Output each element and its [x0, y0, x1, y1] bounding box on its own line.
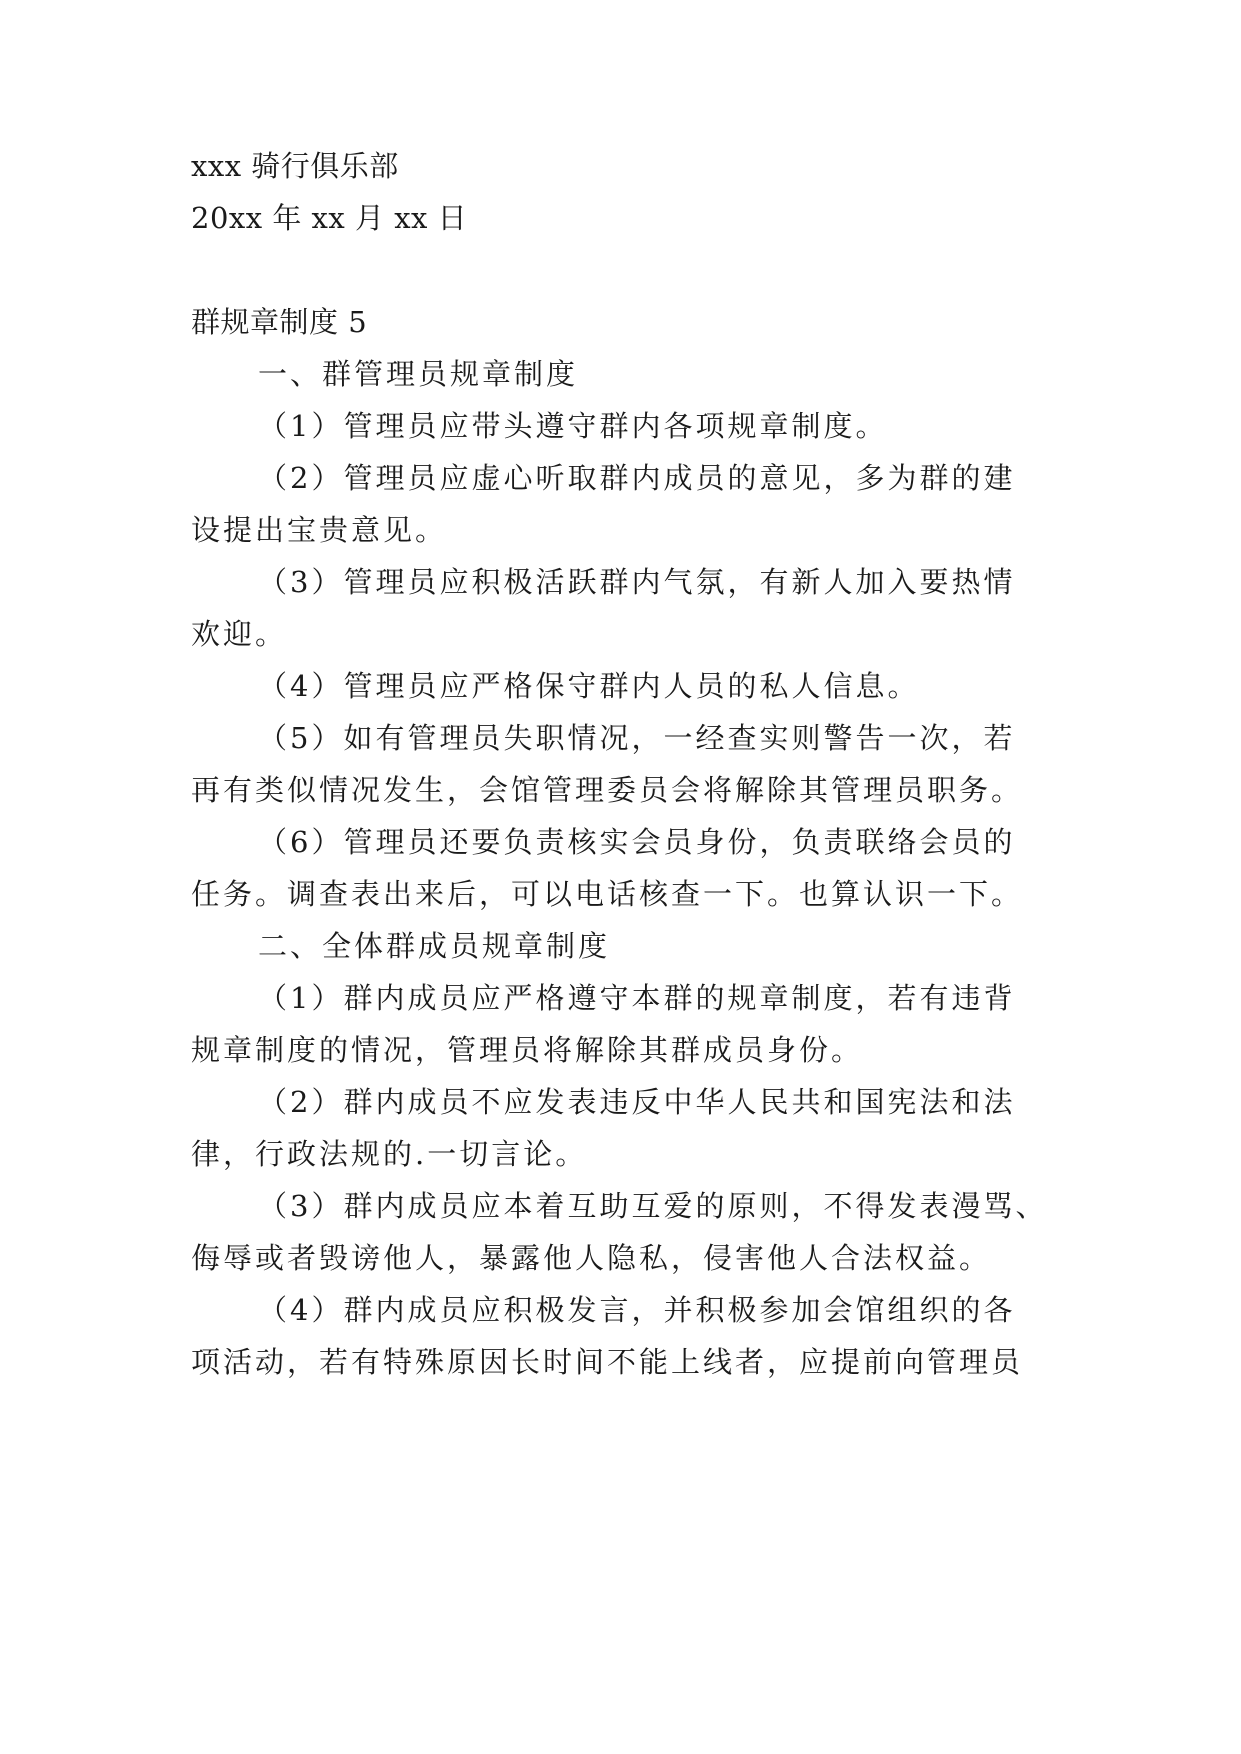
admin-rule-3-line-1: （3）管理员应积极活跃群内气氛，有新人加入要热情	[258, 565, 1016, 599]
admin-rule-6-line-1: （6）管理员还要负责核实会员身份，负责联络会员的	[258, 825, 1016, 859]
document-date: 20xx 年 xx 月 xx 日	[191, 201, 468, 235]
member-rule-3-line-1: （3）群内成员应本着互助互爱的原则，不得发表漫骂、	[258, 1189, 1048, 1223]
member-rule-1-line-1: （1）群内成员应严格遵守本群的规章制度，若有违背	[258, 981, 1016, 1015]
admin-rule-6-line-2: 任务。调查表出来后，可以电话核查一下。也算认识一下。	[191, 877, 1024, 911]
member-rule-1-line-2: 规章制度的情况，管理员将解除其群成员身份。	[191, 1033, 864, 1067]
admin-rule-2-line-2: 设提出宝贵意见。	[191, 513, 448, 547]
admin-rule-4: （4）管理员应严格保守群内人员的私人信息。	[258, 669, 920, 703]
member-rule-4-line-1: （4）群内成员应积极发言，并积极参加会馆组织的各	[258, 1293, 1016, 1327]
admin-rule-3-line-2: 欢迎。	[191, 617, 288, 651]
member-rule-4-line-2: 项活动，若有特殊原因长时间不能上线者，应提前向管理员	[191, 1345, 1024, 1379]
admin-rule-5-line-1: （5）如有管理员失职情况，一经查实则警告一次，若	[258, 721, 1016, 755]
document-title: 群规章制度 5	[191, 305, 368, 339]
member-rule-2-line-2: 律，行政法规的.一切言论。	[191, 1137, 588, 1171]
admin-rule-2-line-1: （2）管理员应虚心听取群内成员的意见，多为群的建	[258, 461, 1016, 495]
section-heading-admin: 一、群管理员规章制度	[258, 357, 579, 391]
admin-rule-5-line-2: 再有类似情况发生，会馆管理委员会将解除其管理员职务。	[191, 773, 1024, 807]
member-rule-2-line-1: （2）群内成员不应发表违反中华人民共和国宪法和法	[258, 1085, 1016, 1119]
member-rule-3-line-2: 侮辱或者毁谤他人，暴露他人隐私，侵害他人合法权益。	[191, 1241, 992, 1275]
section-heading-members: 二、全体群成员规章制度	[258, 929, 611, 963]
admin-rule-1: （1）管理员应带头遵守群内各项规章制度。	[258, 409, 888, 443]
club-name: xxx 骑行俱乐部	[191, 149, 399, 183]
